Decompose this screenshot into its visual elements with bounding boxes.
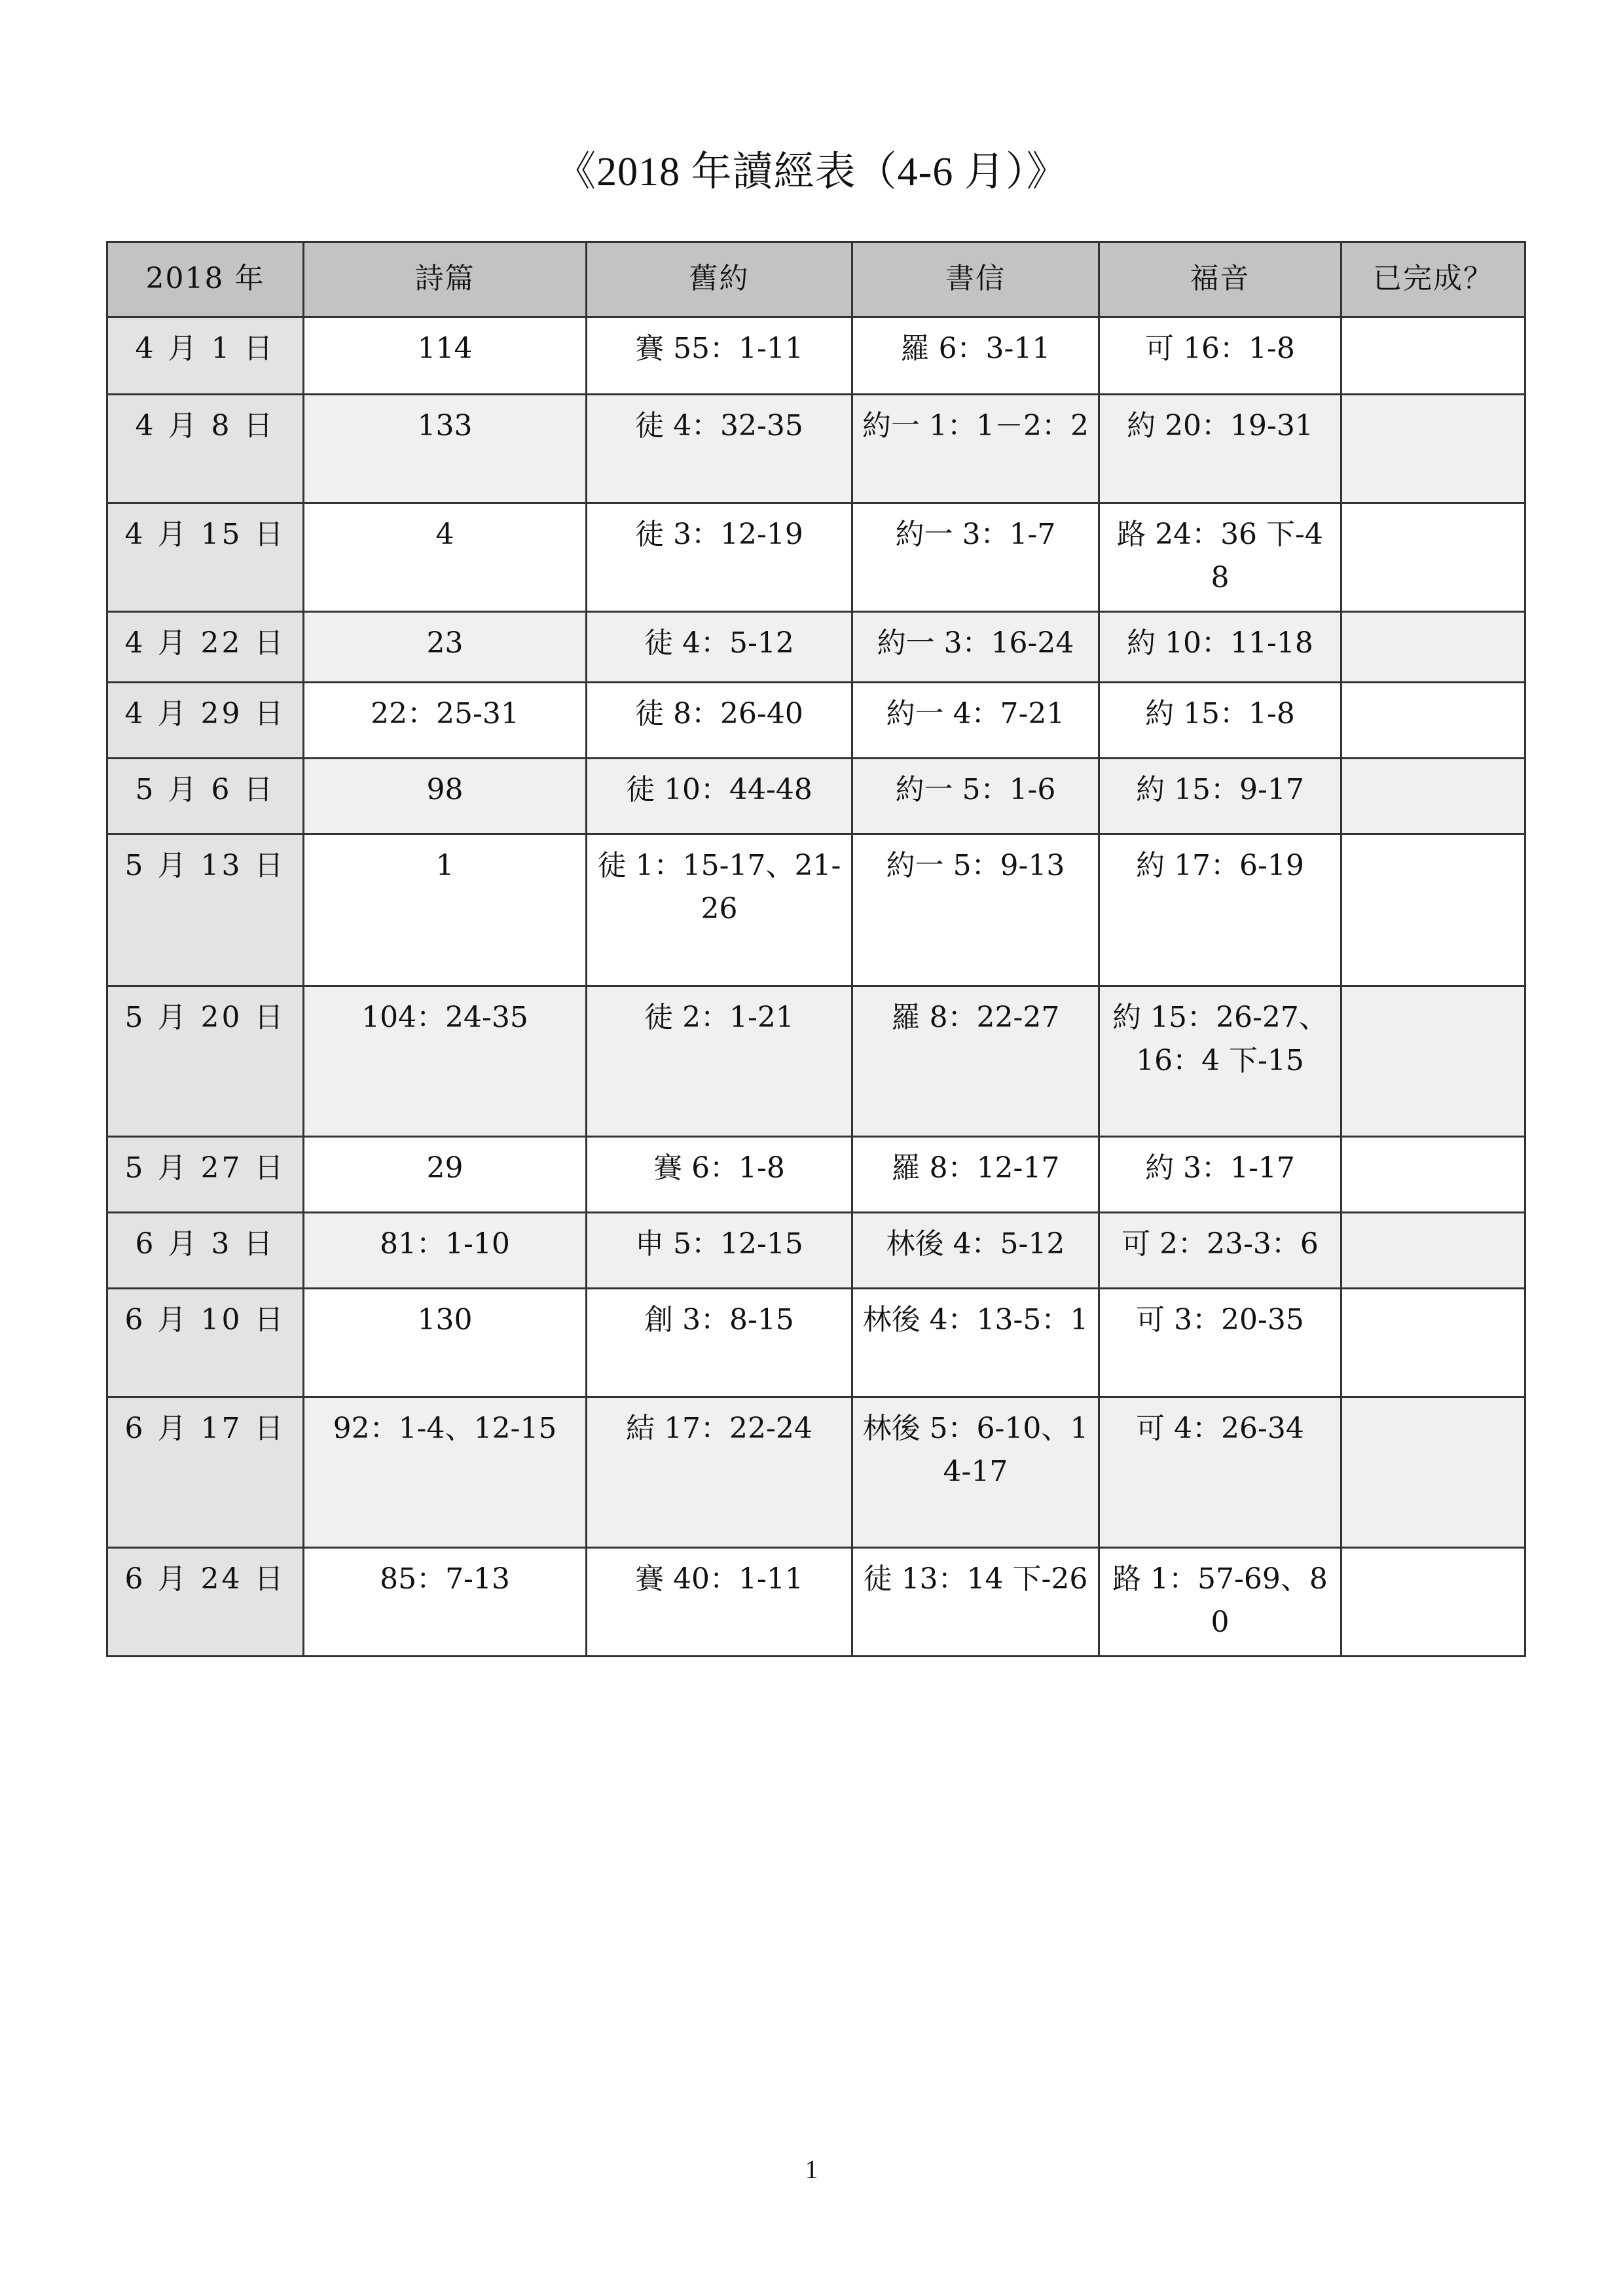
old-testament-cell: 徒 4：32-35 [587, 395, 852, 503]
table-row [107, 612, 1525, 683]
date-cell: 5 月 27 日 [107, 1137, 304, 1213]
epistles-cell: 約一 5：9-13 [852, 834, 1099, 986]
old-testament-cell: 申 5：12-15 [587, 1213, 852, 1289]
epistles-cell: 林後 4：13-5：1 [852, 1289, 1099, 1397]
date-cell: 5 月 20 日 [107, 986, 304, 1137]
epistles-cell: 約一 3：1-7 [852, 503, 1099, 612]
header-old-testament: 舊約 [587, 242, 852, 317]
gospels-cell: 約 3：1-17 [1099, 1137, 1341, 1213]
header-epistles: 書信 [852, 242, 1099, 317]
date-cell: 5 月 13 日 [107, 834, 304, 986]
psalms-cell: 1 [304, 834, 587, 986]
psalms-cell: 23 [304, 612, 587, 683]
gospels-cell: 約 15：1-8 [1099, 683, 1341, 759]
gospels-cell: 可 16：1-8 [1099, 317, 1341, 395]
psalms-cell: 114 [304, 317, 587, 395]
old-testament-cell: 徒 4：5-12 [587, 612, 852, 683]
table-row [107, 395, 1525, 503]
table-row [107, 759, 1525, 834]
date-cell: 6 月 10 日 [107, 1289, 304, 1397]
epistles-cell: 林後 5：6-10、14-17 [852, 1397, 1099, 1548]
psalms-cell: 85：7-13 [304, 1548, 587, 1657]
old-testament-cell: 徒 3：12-19 [587, 503, 852, 612]
completed-checkbox-cell[interactable] [1341, 986, 1525, 1137]
psalms-cell: 4 [304, 503, 587, 612]
completed-checkbox-cell[interactable] [1341, 759, 1525, 834]
old-testament-cell: 徒 2：1-21 [587, 986, 852, 1137]
completed-checkbox-cell[interactable] [1341, 1548, 1525, 1657]
completed-checkbox-cell[interactable] [1341, 1397, 1525, 1548]
page-number: 1 [805, 2155, 818, 2184]
header-gospels: 福音 [1099, 242, 1341, 317]
psalms-cell: 81：1-10 [304, 1213, 587, 1289]
gospels-cell: 約 15：9-17 [1099, 759, 1341, 834]
epistles-cell: 約一 5：1-6 [852, 759, 1099, 834]
old-testament-cell: 徒 1：15-17、21-26 [587, 834, 852, 986]
date-cell: 4 月 15 日 [107, 503, 304, 612]
completed-checkbox-cell[interactable] [1341, 612, 1525, 683]
date-cell: 4 月 22 日 [107, 612, 304, 683]
page-title: 《2018 年讀經表（4-6 月）》 [555, 150, 1068, 194]
gospels-cell: 可 2：23-3：6 [1099, 1213, 1341, 1289]
gospels-cell: 路 1：57-69、80 [1099, 1548, 1341, 1657]
completed-checkbox-cell[interactable] [1341, 503, 1525, 612]
epistles-cell: 林後 4：5-12 [852, 1213, 1099, 1289]
psalms-cell: 92：1-4、12-15 [304, 1397, 587, 1548]
completed-checkbox-cell[interactable] [1341, 834, 1525, 986]
date-cell: 4 月 29 日 [107, 683, 304, 759]
table-row [107, 986, 1525, 1137]
epistles-cell: 羅 8：22-27 [852, 986, 1099, 1137]
old-testament-cell: 結 17：22-24 [587, 1397, 852, 1548]
date-cell: 6 月 24 日 [107, 1548, 304, 1657]
gospels-cell: 可 3：20-35 [1099, 1289, 1341, 1397]
table-row [107, 317, 1525, 395]
epistles-cell: 約一 3：16-24 [852, 612, 1099, 683]
gospels-cell: 約 15：26-27、16：4 下-15 [1099, 986, 1341, 1137]
psalms-cell: 98 [304, 759, 587, 834]
psalms-cell: 104：24-35 [304, 986, 587, 1137]
gospels-cell: 可 4：26-34 [1099, 1397, 1341, 1548]
reading-plan-table [106, 241, 1526, 1657]
epistles-cell: 羅 6：3-11 [852, 317, 1099, 395]
old-testament-cell: 創 3：8-15 [587, 1289, 852, 1397]
table-header-row [107, 242, 1525, 317]
gospels-cell: 路 24：36 下-48 [1099, 503, 1341, 612]
gospels-cell: 約 20：19-31 [1099, 395, 1341, 503]
psalms-cell: 29 [304, 1137, 587, 1213]
gospels-cell: 約 10：11-18 [1099, 612, 1341, 683]
date-cell: 4 月 1 日 [107, 317, 304, 395]
table-row [107, 503, 1525, 612]
completed-checkbox-cell[interactable] [1341, 1137, 1525, 1213]
completed-checkbox-cell[interactable] [1341, 1289, 1525, 1397]
table-row [107, 1289, 1525, 1397]
psalms-cell: 22：25-31 [304, 683, 587, 759]
table-row [107, 1137, 1525, 1213]
completed-checkbox-cell[interactable] [1341, 395, 1525, 503]
date-cell: 5 月 6 日 [107, 759, 304, 834]
psalms-cell: 130 [304, 1289, 587, 1397]
header-psalms: 詩篇 [304, 242, 587, 317]
old-testament-cell: 徒 10：44-48 [587, 759, 852, 834]
epistles-cell: 約一 4：7-21 [852, 683, 1099, 759]
gospels-cell: 約 17：6-19 [1099, 834, 1341, 986]
date-cell: 6 月 17 日 [107, 1397, 304, 1548]
old-testament-cell: 賽 40：1-11 [587, 1548, 852, 1657]
completed-checkbox-cell[interactable] [1341, 317, 1525, 395]
epistles-cell: 羅 8：12-17 [852, 1137, 1099, 1213]
header-year: 2018 年 [107, 242, 304, 317]
old-testament-cell: 徒 8：26-40 [587, 683, 852, 759]
old-testament-cell: 賽 6：1-8 [587, 1137, 852, 1213]
completed-checkbox-cell[interactable] [1341, 683, 1525, 759]
table-row [107, 1213, 1525, 1289]
date-cell: 4 月 8 日 [107, 395, 304, 503]
epistles-cell: 徒 13：14 下-26 [852, 1548, 1099, 1657]
psalms-cell: 133 [304, 395, 587, 503]
table-row [107, 683, 1525, 759]
old-testament-cell: 賽 55：1-11 [587, 317, 852, 395]
table-row [107, 1397, 1525, 1548]
completed-checkbox-cell[interactable] [1341, 1213, 1525, 1289]
epistles-cell: 約一 1：1－2：2 [852, 395, 1099, 503]
table-row [107, 834, 1525, 986]
table-row [107, 1548, 1525, 1657]
header-completed: 已完成？ [1341, 242, 1525, 317]
date-cell: 6 月 3 日 [107, 1213, 304, 1289]
